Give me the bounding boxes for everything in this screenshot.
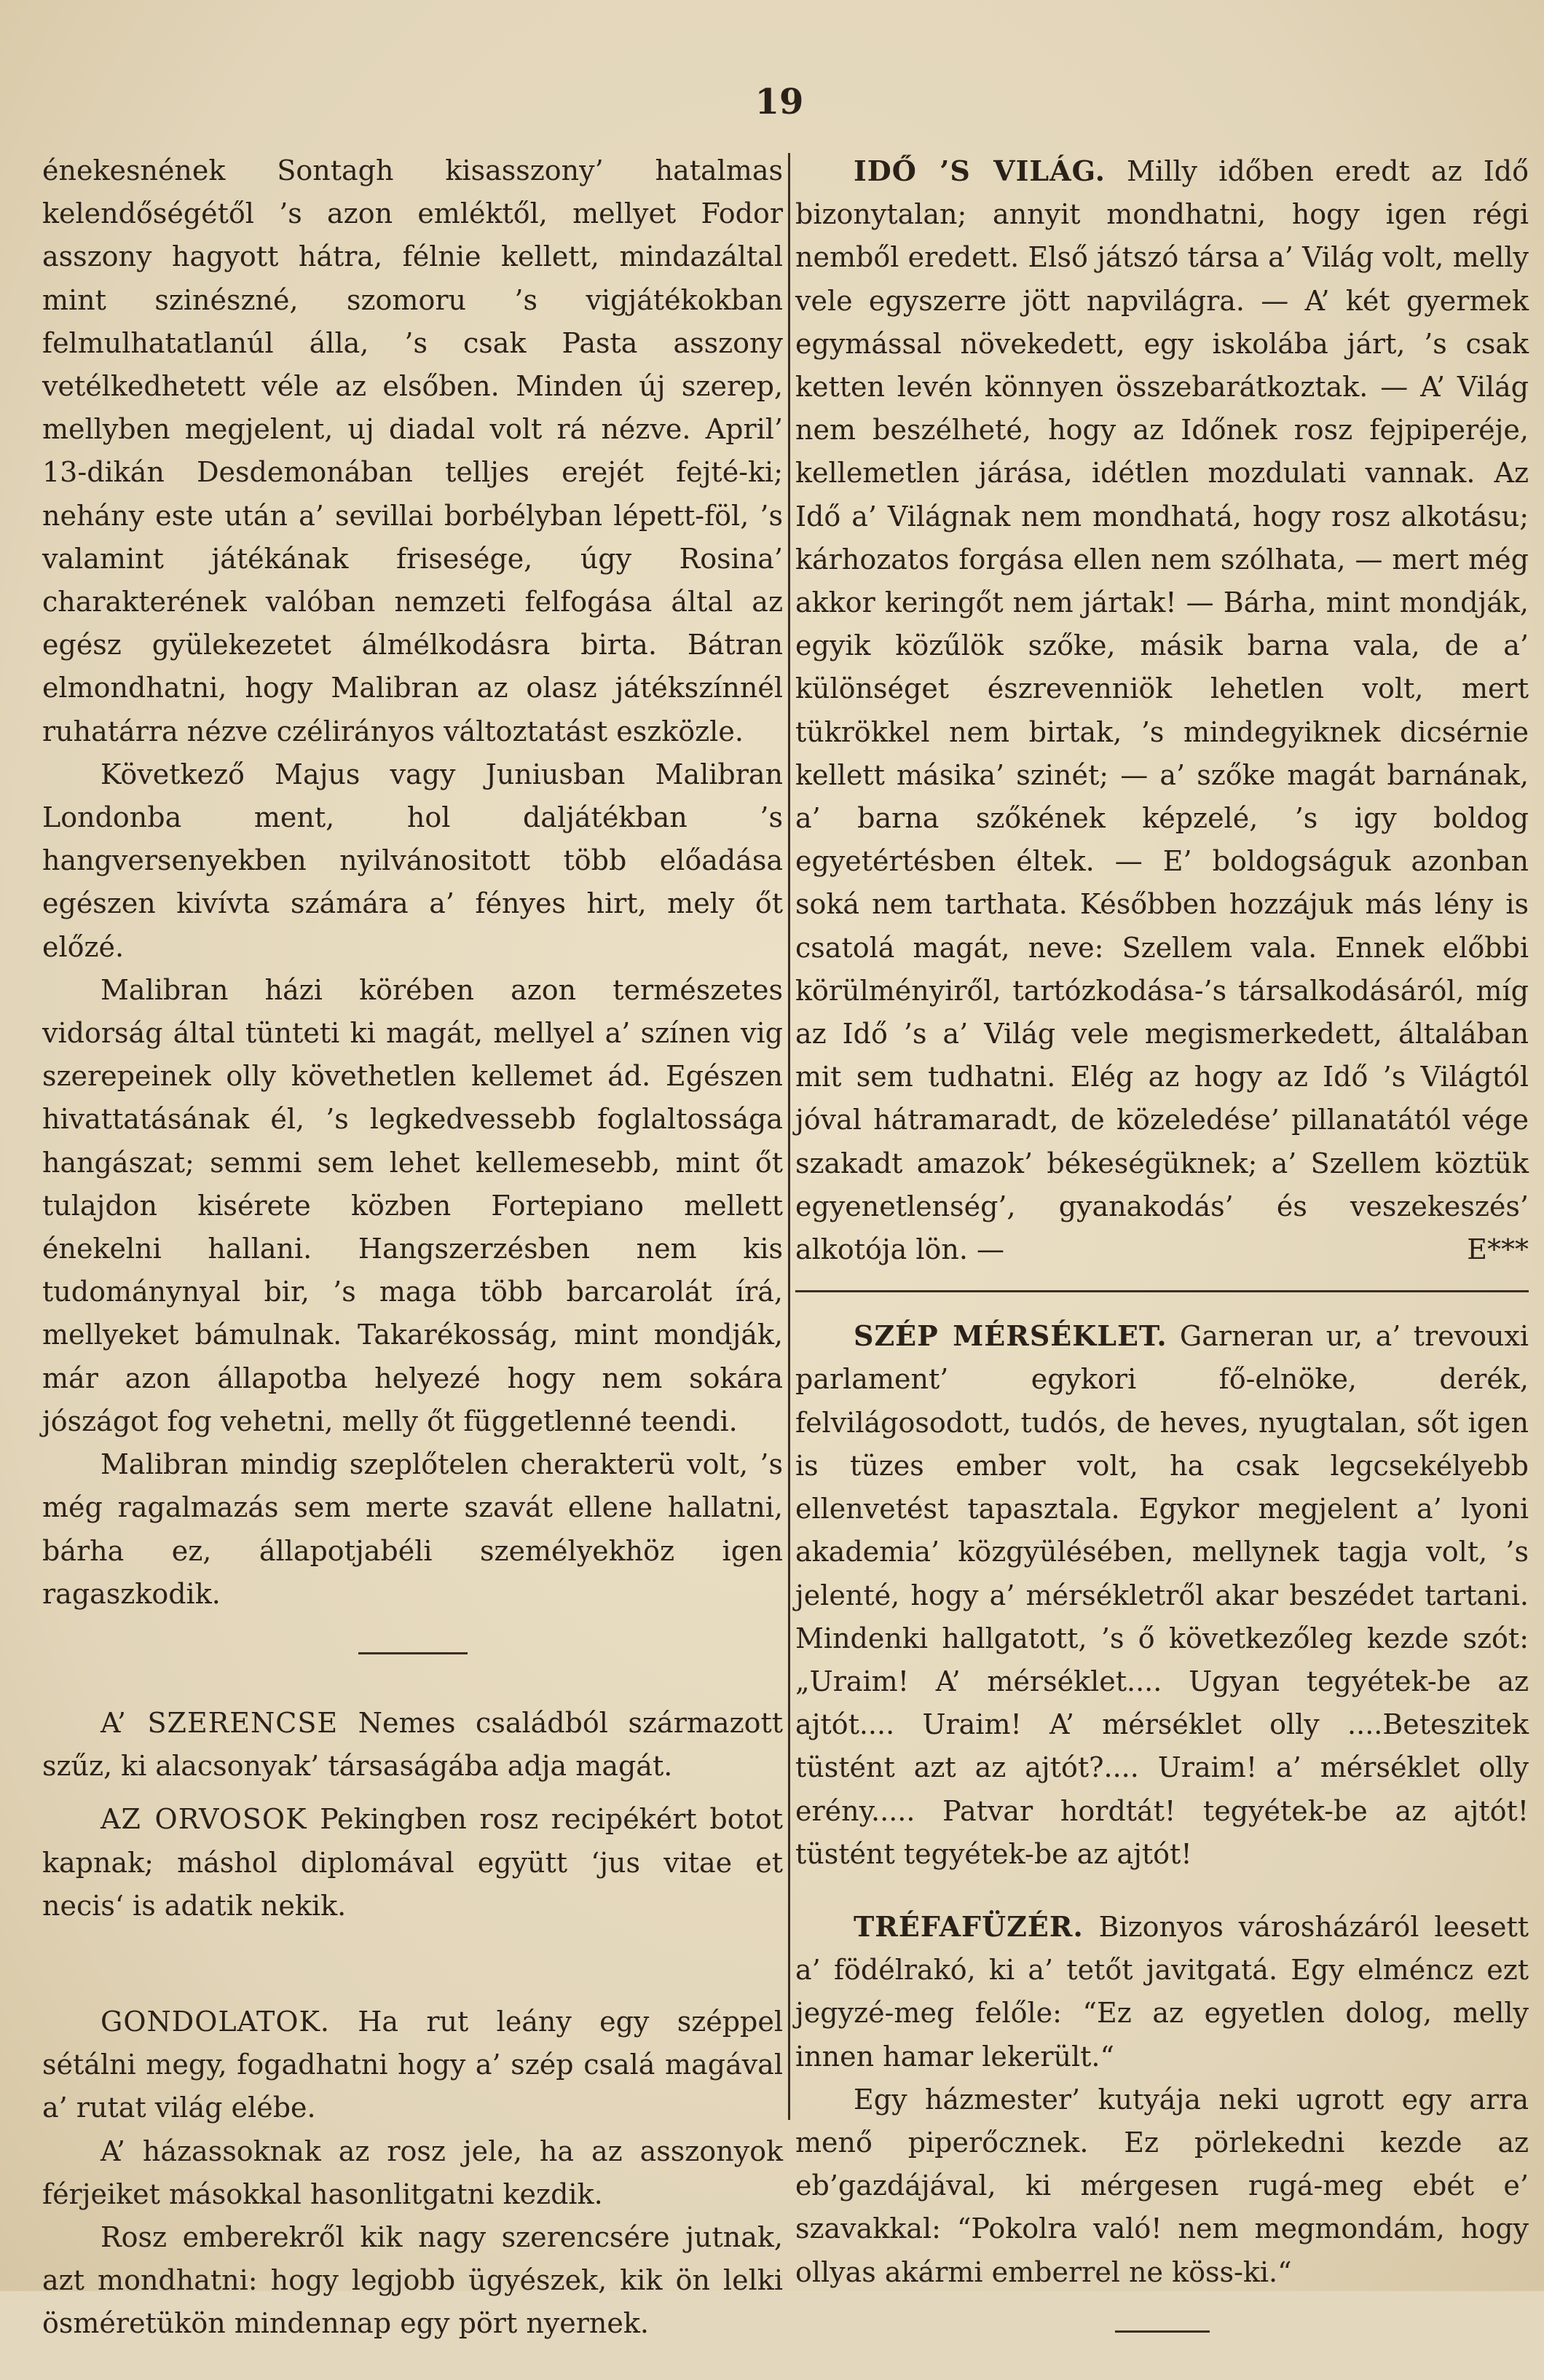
ido-text: Milly időben eredt az Idő bizonytalan; annyit mondhatni, hogy igen régi nemből eredett. Első játszó társa a’ Világ volt, melly vele egyszerre jött napvilágra. — A’ két gyermek egymással növekedett, egy iskolába járt, ’s csak ketten levén könnyen összebarátkoztak. — A’ Világ nem beszélheté, hogy az Időnek rosz fejpiperéje, kellemetlen járása, idétlen mozdulati vannak. Az Idő a’ Világnak nem mondhatá, hogy rosz alkotásu; kárhozatos forgása ellen nem szólhata, — mert még akkor keringőt nem jártak! — Bárha, mint mondják, egyik közűlök szőke, másik barna vala, de a’ különséget észrevenniök lehetlen volt, mert tükrökkel nem birtak, ’s mindegyiknek dicsérnie kellett másika’ szinét; — a’ szőke magát barnának, a’ barna szőkének képzelé, ’s igy boldog egyetértésben éltek. — E’ boldogságuk azonban soká nem tarthata. Későbben hozzájuk más lény is csatolá magát, neve: Szellem vala. Ennek előbbi körülményiről, tartózkodása-’s társalkodásáról, míg az Idő ’s a’ Világ vele megismerkedett, általában mit sem tudhatni. Elég az hogy az Idő ’s Világtól jóval hátramaradt, de közeledése’ pillanatától vége szakadt amazok’ békeségüknek; a’ Szellem köztük egyenetlenség’, gyanakodás’ és veszekeszés’ alkotója lön. — — [795, 155, 1529, 1266]
ido-heading: IDŐ ’S VILÁG. — [854, 154, 1106, 187]
page-number: 19 — [755, 82, 804, 122]
ido-entry — [795, 149, 1529, 1271]
malibran-paragraph-2: Következő Majus vagy Juniusban Malibran Londonba ment, hol daljátékban ’s hangversenyekben nyilvánositott több előadása egészen kivívta számára a’ fényes hirt, mely őt előzé. — [42, 758, 783, 963]
szerencse-text: Nemes családból származott szűz, ki alacsonyak’ társaságába adja magát. — [42, 1706, 784, 1783]
section-rule — [42, 1616, 783, 1702]
trefa-paragraph-2: Egy házmester’ kutyája neki ugrott egy arra menő piperőcznek. Ez pörlekedni kezde az eb’gazdájával, ki mérgesen rugá-meg ebét e’ szavakkal: “Pokolra való! nem megmondám, hogy ollyas akármi emberrel ne köss-ki.“ — [795, 2083, 1529, 2288]
gondolatok-entry — [42, 2000, 783, 2130]
section-gap-right — [795, 1876, 1529, 1905]
column-divider — [788, 153, 790, 2120]
trefa-text: Bizonyos városházáról leesett a’ födélrakó, ki a’ tetőt javitgatá. Egy elméncz ezt jegyzé-meg felőle: “Ez az egyetlen dolog, melly innen hamar lekerült.“ — [795, 1910, 1529, 2073]
malibran-paragraph-3: Malibran házi körében azon természetes vidorság által tünteti ki magát, mellyel a’ színen vig szerepeinek olly követhetlen kellemet ád. Egészen hivattatásának él, ’s legkedvessebb foglaltossága hangászat; semmi sem lehet kellemesebb, mint őt tulajdon kisérete közben Fortepiano mellett énekelni hallani. Hangszerzésben nem kis tudománynyal bir, ’s maga több barcarolát írá, mellyeket bámulnak. Takarékosság, mint mondják, már azon állapotba helyezé hogy nem sokára jószágot fog vehetni, melly őt függetlenné teendi. — [42, 973, 783, 1437]
left-column — [42, 149, 783, 2346]
malibran-paragraph-1: énekesnének Sontagh kisasszony’ hatalmas kelendőségétől ’s azon emléktől, mellyet Fodor asszony hagyott hátra, félnie kellett, mindazáltal mint szinészné, szomoru ’s vigjátékokban felmulhatatlanúl álla, ’s csak Pasta asszony vetélkedhetett véle az elsőben. Minden új szerep, mellyben megjelent, uj diadal volt rá nézve. April’ 13-dikán Desdemonában telljes erejét fejté-ki; nehány este után a’ sevillai borbélyban lépett-föl, ’s valamint játékának frisesége, úgy Rosina’ charakterének valóban nemzeti felfogása által az egész gyülekezetet álmélkodásra birta. Bátran elmondhatni, hogy Malibran az olasz játékszínnél ruhatárra nézve czélirányos változtatást eszközle. — [42, 154, 783, 747]
trefa-heading: TRÉFAFÜZÉR. — [854, 1909, 1084, 1943]
right-column — [795, 149, 1529, 2380]
malibran-paragraph-4: Malibran mindig szeplőtelen cherakterü volt, ’s még ragalmazás sem merte szavát ellene hallatni, bárha ez, állapotjabéli személyekhöz igen ragaszkodik. — [42, 1448, 783, 1610]
gondolatok-paragraph-2: A’ házassoknak az rosz jele, ha az asszonyok férjeiket másokkal hasonlitgatni kezdik. — [42, 2134, 783, 2210]
gondolatok-text: Ha rut leány egy széppel sétálni megy, fogadhatni hogy a’ szép csalá magával a’ rutat világ elébe. — [42, 2005, 783, 2124]
orvosok-entry — [42, 1798, 783, 1928]
szep-text: Garneran ur, a’ trevouxi parlament’ egykori fő-elnöke, derék, felvilágosodott, tudós, de heves, nyugtalan, sőt igen is tüzes ember volt, ha csak legcsekélyebb ellenvetést tapasztala. Egykor megjelent a’ lyoni akademia’ közgyülésében, mellynek tagja volt, ’s jelenté, hogy a’ mérsékletről akar beszédet tartani. Mindenki hallgatott, ’s ő következőleg kezde szót: „Uraim! A’ mérséklet.... Ugyan tegyétek-be az ajtót.... Uraim! A’ mérséklet olly ....Beteszitek tüstént azt az ajtót?.... Uraim! a’ mérséklet olly erény..... Patvar hordtát! tegyétek-be az ajtót! tüstént tegyétek-be az ajtót! — [795, 1320, 1529, 1870]
orvosok-heading: AZ ORVOSOK — [101, 1803, 307, 1836]
section-rule-long — [795, 1290, 1529, 1292]
section-gap — [42, 1928, 783, 2000]
trefa-entry — [795, 1905, 1529, 2078]
gondolatok-heading: GONDOLATOK. — [101, 2005, 330, 2038]
ido-signature: E*** — [1467, 1233, 1529, 1266]
szerencse-entry — [42, 1702, 783, 1788]
szerencse-heading: A’ SZERENCSE — [101, 1706, 339, 1739]
gondolatok-paragraph-3: Rosz emberekről kik nagy szerencsére jutnak, azt mondhatni: hogy legjobb ügyészek, kik ön lelki ösméretükön mindennap egy pört nyernek. — [42, 2220, 783, 2340]
szep-heading: SZÉP MÉRSÉKLET. — [854, 1319, 1167, 1353]
orvosok-text: Pekingben rosz recipékért botot kapnak; máshol diplomával együtt ‘jus vitae et necis‘ is adatik nekik. — [42, 1803, 783, 1922]
section-rule-end — [795, 2294, 1529, 2380]
szep-entry — [795, 1314, 1529, 1876]
